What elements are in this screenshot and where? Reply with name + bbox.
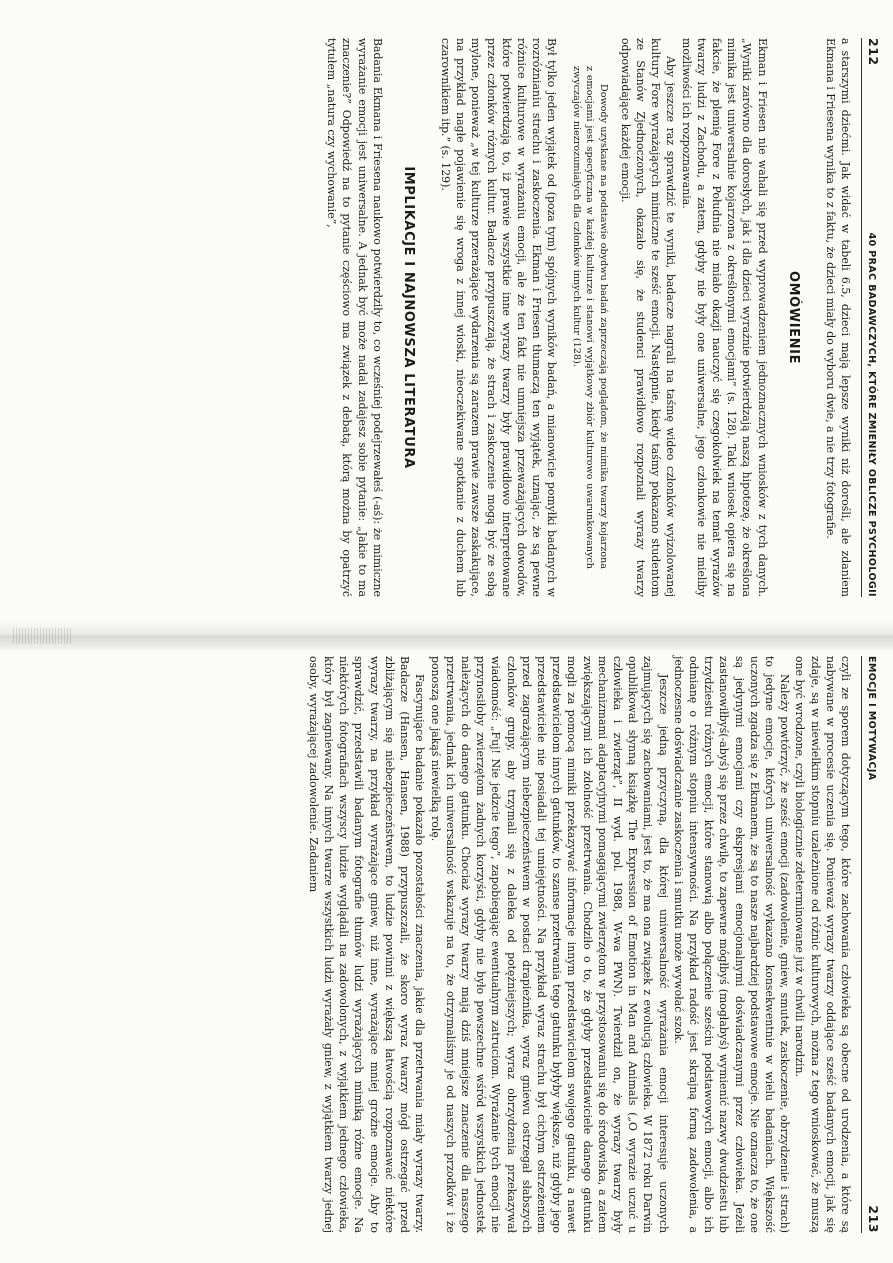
right-paragraph-3: Jeszcze jedną przyczyną, dla której uniwersalność wyrażania emocji interesuje uczonych zajmujących się zachowaniami, jest to, że ma ona związek z ewolucją człowieka. W 1872 roku Darwin opublikował słynną książkę The Expression of Emotion in Man and Animals („O wyrazie uczuć u człowieka i zwierząt”, II wyd. pol. 1988, W-wa PWN). Twierdził on, że wyrazy twarzy były mechanizmami adaptacyjnymi pomagającymi zwierzętom w przystosowaniu się do środowiska, a zatem zwiększającymi ich zdolność przetrwania. Chodziło o to, że gdyby przedstawiciele danego gatunku mogli za pomocą mimiki przekazywać informacje innym przedstawicielom swojego gatunku, a nawet przedstawicielom innych gatunków, to szanse przetrwania tego gatunku byłyby większe, niż gdyby jego przedstawiciele nie posiadali tej umiejętności. Na przykład wyraz strachu był cichym ostrzeżeniem przed zagrażającym niebezpieczeństwem w postaci drapieżnika, wyraz gniewu ostrzegał słabszych członków grupy, aby trzymali się z daleka od potężniejszych; wyraz obrzydzenia przekazywał wiadomość: „Fuj! Nie jedzcie tego”, zapobiegając ewentualnym zatruciom. Wyrażanie tych emocji nie przynosiłoby zwierzętom żadnych korzyści, gdyby nie było powszechne wśród wszystkich jednostek należących do danego gatunku. Chociaż wyrazy twarzy mają dziś mniejsze znaczenie dla naszego przetrwania, jednak ich uniwersalność wskazuje na to, że otrzymaliśmy je od naszych przodków i że ponoszą one jakąś niewielką rolę.	[428, 656, 670, 1233]
running-title-left: 40 PRAC BADAWCZYCH, KTÓRE ZMIENIŁY OBLICZE PSYCHOLOGII	[866, 232, 877, 597]
right-running-head	[861, 656, 881, 1233]
right-paragraph-1: czyli ze sporem dotyczącym tego, które zachowania człowieka są obecne od urodzenia, a które są nabywane w procesie uczenia się. Ponieważ wyrazy twarzy oddające sześć badanych emocji, jak się zdaje, są w niewielkim stopniu uzależnione od różnic kulturowych, można z tego wnioskować, że muszą one być wrodzone, czyli biologicznie zdeterminowane już w chwili narodzin.	[793, 656, 852, 1233]
running-title-right: EMOCJE I MOTYWACJA	[866, 656, 877, 781]
book-gutter	[0, 620, 893, 650]
left-paragraph-2: Ekman i Friesen nie wahali się przed wyprowadzeniem jednoznacznych wniosków z tych danych. „Wyniki zarówno dla dorosłych, jak i dla dzieci wyraźnie potwierdzają naszą hipotezę, że określona mimika jest uniwersalnie kojarzona z określonymi emocjami” (s. 128). Taki wniosek opiera się na fakcie, że plemię Fore z Południa nie miało okazji nauczyć się czegokolwiek na temat wyrazów twarzy ludzi z Zachodu, a zatem, gdyby nie były one uniwersalne, jego członkowie nie mieliby możliwości ich rozpoznawania.	[679, 38, 769, 597]
left-paragraph-4: Był tylko jeden wyjątek od (poza tym) spójnych wyników badań, a mianowicie pomyłki badanych w rozróżnianiu strachu i zaskoczenia. Ekman i Friesen tłumaczą ten wyjątek, uznając, że są pewne różnice kulturowe w wyrażaniu emocji, ale że ten fakt nie umniejsza przeważających dowodów, które potwierdzają to, iż prawie wszystkie inne wyrazy twarzy były prawidłowo interpretowane przez członków różnych kultur. Badacze przypuszczają, że strach i zaskoczenie mogą być ze sobą mylone, ponieważ „w tej kulturze przerażające wydarzenia są zarazem prawie zawsze zaskakujące, na przykład nagłe pojawienie się wroga z innej wioski, nieoczekiwane spotkanie z duchem lub czarownikiem itp.” (s. 129).	[438, 38, 559, 597]
right-paragraph-2: Należy powtórzyć, że sześć emocji (zadowolenie, gniew, smutek, zaskoczenie, obrzydzenie i strach) to jedyne emocje, których uniwersalność wykazano konsekwentnie w wielu badaniach. Większość uczonych zgadza się z Ekmanem, że są to nasze najbardziej podstawowe emocje. Nie oznacza to, że one są jedynymi emocjami czy ekspresjami emocjonalnymi doświadczanymi przez człowieka. Jeżeli zastanowiłbyś(-abyś) się przez chwilę, to zapewne mógłbyś (mogłabyś) wymienić nazwy dwudziestu lub trzydziestu różnych emocji, które stanowią albo połączenie sześciu podstawowych emocji, albo ich odmianę o różnym stopniu intensywności. Na przykład radość jest skrajną formą zadowolenia, a jednoczesne doświadczanie zaskoczenia i smutku może wywołać szok.	[671, 656, 792, 1233]
left-page	[0, 0, 893, 615]
scan-artifact	[13, 628, 73, 644]
left-running-head	[861, 38, 881, 597]
right-paragraph-4: Fascynujące badanie pokazało pozostałości znaczenia, jakie dla przetrwania miały wyrazy twarzy. Badacze (Hansen, Hansen, 1988) przypuszczali, że skoro wyraz twarzy mógł ostrzegać przed zbliżającym się niebezpieczeństwem, to ludzie powinni z większą łatwością rozpoznawać niektóre wyrazy twarzy, na przykład wyrażające gniew, niż inne, wyrażające mniej groźne emocje. Aby to sprawdzić, przedstawili badanym fotografie tłumów ludzi wyrażających mimiką różne emocje. Na niektórych fotografiach wszyscy ludzie wyglądali na zadowolonych, z wyjątkiem jednego człowieka, który był zagniewany. Na innych twarze wszystkich ludzi wyrażały gniew, z wyjątkiem twarzy jednej osoby, wyrażającej zadowolenie. Zadaniem	[306, 656, 427, 1233]
section-heading-implikacje: IMPLIKACJE I NAJNOWSZA LITERATURA	[400, 166, 416, 469]
block-quote	[569, 66, 609, 569]
page-number-right: 213	[866, 1205, 881, 1233]
section-heading-omowienie: OMÓWIENIE	[785, 270, 801, 365]
left-paragraph-1: a starszymi dziećmi. Jak widać w tabeli 6.5, dzieci mają lepsze wyniki niż dorośli, ale zdaniem Ekmana i Friesena wynika to z faktu, że dzieci miały do wyboru dwie, a nie trzy fotografie.	[823, 38, 852, 597]
right-page	[0, 648, 893, 1263]
left-paragraph-5: Badania Ekmana i Friesena naukowo potwierdziły to, co wcześniej podejrzewałeś (-aś): że mimiczne wyrażanie emocji jest uniwersalne. A jednak być może nadal zadajesz sobie pytanie: „Jakie to ma znaczenie?” Odpowiedź na to pytanie częściowo ma związek z debatą, którą można by opatrzyć tytułem „natura czy wychowanie”,	[325, 38, 384, 597]
quote-text: Dowody uzyskane na podstawie obydwu badań zaprzeczają poglądom, że mimika twarzy kojarzona z emocjami jest specyficzna w każdej kulturze i stanowi wyjątkowy zbiór kulturowo uwarunkowanych zwyczajów niezrozumiałych dla członków innych kultur (128).	[570, 66, 609, 569]
left-paragraph-3: Aby jeszcze raz sprawdzić te wyniki, badacze nagrali na taśmę wideo członków wyizolowanej kultury Fore wyrażających mimiczne te sześć emocji. Następnie, kiedy taśmy pokazano studentom ze Stanów Zjednoczonych, okazało się, że studenci prawidłowo rozpoznali wyrazy twarzy odpowiadające każdej emocji.	[618, 38, 678, 597]
page-number-left: 212	[866, 38, 881, 66]
